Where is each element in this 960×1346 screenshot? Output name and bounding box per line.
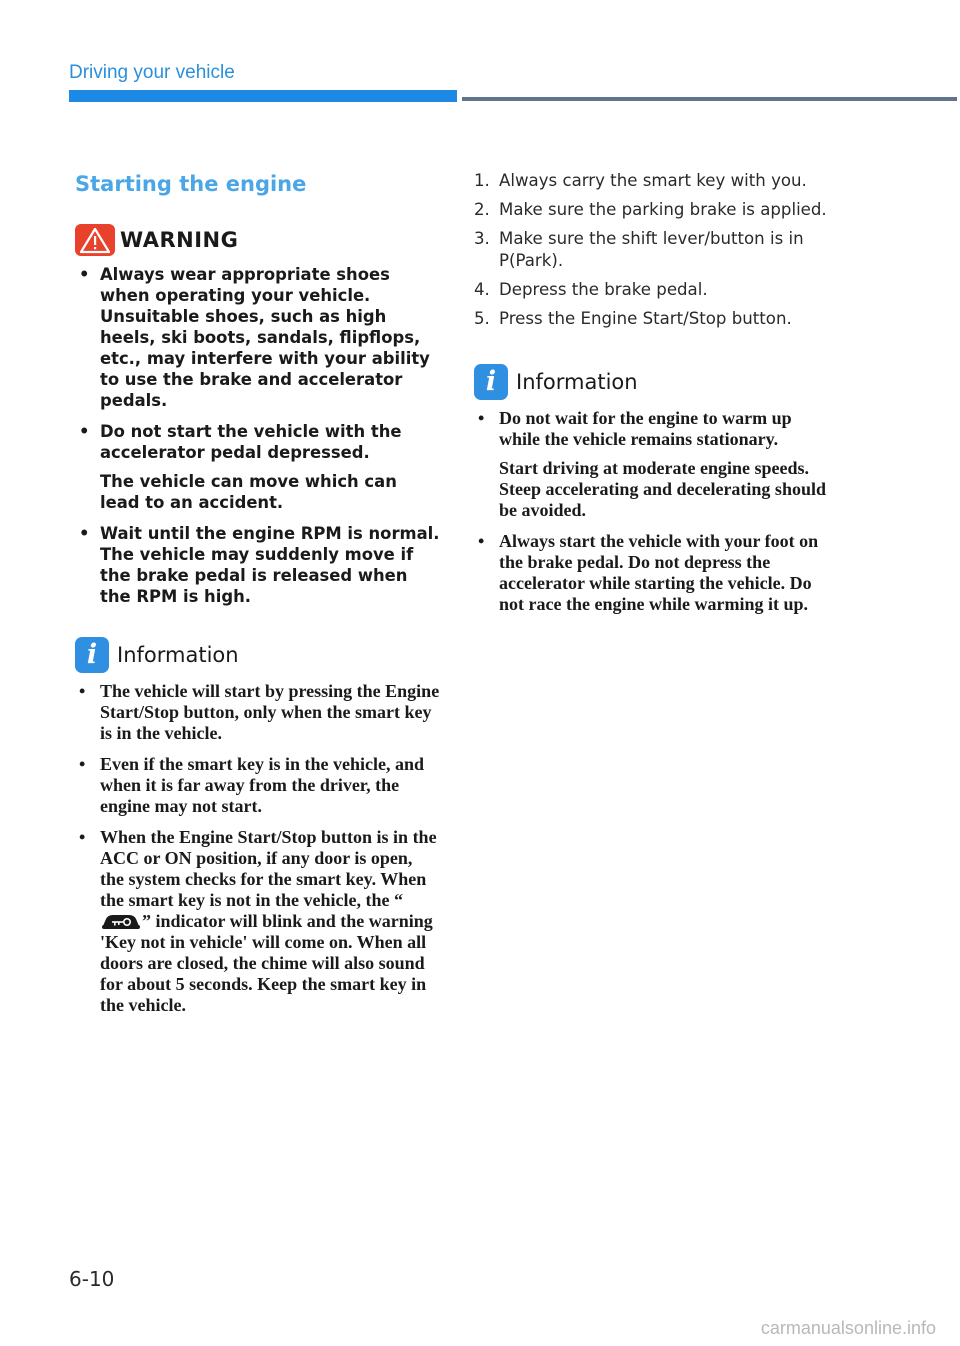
info-item [474,531,834,615]
warning-item [75,421,440,513]
step-item [474,170,834,192]
watermark: carmanualsonline.info [760,1318,936,1338]
running-header: Driving your vehicle [69,62,235,83]
info-item [75,827,440,1016]
info-text-before: When the Engine Start/Stop button is in the ACC or ON position, if any door is open, the system checks for the smart key. When the smart key is not in the vehicle, the “ [100,827,437,910]
step-item [474,308,834,330]
header-rule-accent [69,90,457,102]
step-number: 2. [474,200,490,219]
warning-item [75,264,440,411]
info-item [75,754,440,817]
warning-item [75,523,440,607]
info-text-with-indicator [100,827,440,1016]
warning-text: • Do not start the vehicle with the accelerator pedal depressed. [100,422,402,462]
step-number: 3. [474,229,490,248]
info-heading-left [75,637,440,673]
info-text: • Always start the vehicle with your foot on the brake pedal. Do not depress the accelerator while starting the vehicle. Do not race the engine while warming it up. [499,531,819,614]
step-text: Make sure the parking brake is applied. [499,200,827,219]
info-title-right: Information [516,370,638,394]
info-title-left: Information [117,643,239,667]
warning-list [75,264,440,607]
info-text: • Even if the smart key is in the vehicle, and when it is far away from the driver, the engine may not start. [100,754,424,816]
step-number: 5. [474,309,490,328]
info-item [474,408,834,521]
warning-title: WARNING [120,228,239,252]
step-text: Always carry the smart key with you. [499,171,807,190]
warning-text: The vehicle can move which can lead to an accident. [100,472,397,512]
step-item [474,228,834,272]
right-column [474,170,834,645]
information-icon: i [75,637,109,673]
step-text: Press the Engine Start/Stop button. [499,309,792,328]
info-list-right [474,408,834,615]
step-text: Make sure the shift lever/button is in P(Park). [499,229,804,270]
info-text: • Do not wait for the engine to warm up while the vehicle remains stationary. [499,408,792,449]
warning-heading [75,224,440,256]
info-text-after: ” indicator will blink and the warning 'Key not in vehicle' will come on. When all doors are closed, the chime will also sound for about 5 seconds. Keep the smart key in the vehicle. [100,911,433,1015]
info-text: • The vehicle will start by pressing the Engine Start/Stop button, only when the smart key is in the vehicle. [100,681,440,743]
step-number: 4. [474,280,490,299]
step-number: 1. [474,171,490,190]
info-text: Start driving at moderate engine speeds. Steep accelerating and decelerating should be avoided. [499,458,826,520]
warning-text: • Always wear appropriate shoes when operating your vehicle. Unsuitable shoes, such as high heels, ski boots, sandals, flipflops, etc., may interfere with your ability to use the brake and accelerator pedals. [100,265,430,410]
section-title: Starting the engine [75,172,307,196]
warning-triangle-icon [75,224,115,256]
info-heading-right [474,364,834,400]
warning-text: • Wait until the engine RPM is normal. The vehicle may suddenly move if the brake pedal is released when the RPM is high. [100,524,440,606]
key-not-in-vehicle-icon [100,911,142,931]
info-item [75,681,440,744]
page-number: 6-10 [69,1267,115,1291]
info-list-left [75,681,440,1016]
step-item [474,279,834,301]
left-column [75,170,440,1046]
start-steps-list [474,170,834,330]
step-text: Depress the brake pedal. [499,280,708,299]
header-rule-gray [462,97,957,101]
information-icon: i [474,364,508,400]
step-item [474,199,834,221]
